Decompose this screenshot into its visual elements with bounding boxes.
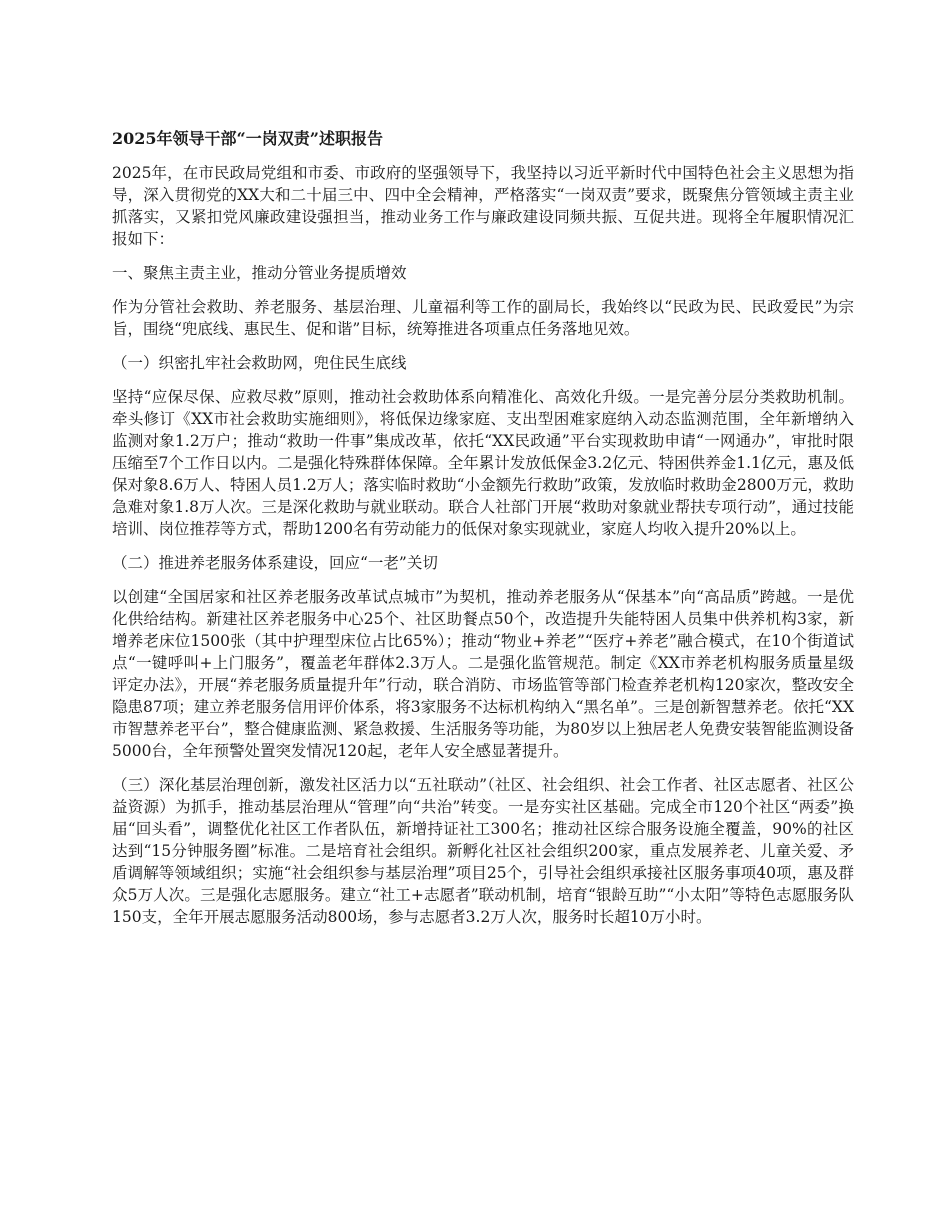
- subsection-2-paragraph: 以创建“全国居家和社区养老服务改革试点城市”为契机，推动养老服务从“保基本”向“高品质”跨越。一是优化供给结构。新建社区养老服务中心25个、社区助餐点50个，改造提升失能特困人员集中供养机构3家，新增养老床位1500张（其中护理型床位占比65%）；推动“物业+养老”“医疗+养老”融合模式，在10个街道试点“一键呼叫+上门服务”，覆盖老年群体2.3万人。二是强化监管规范。制定《XX市养老机构服务质量星级评定办法》，开展“养老服务质量提升年”行动，联合消防、市场监管等部门检查养老机构120家次，整改安全隐患87项；建立养老服务信用评价体系，将3家服务不达标机构纳入“黑名单”。三是创新智慧养老。依托“XX市智慧养老平台”，整合健康监测、紧急救援、生活服务等功能，为80岁以上独居老人免费安装智能监测设备5000台，全年预警处置突发情况120起，老年人安全感显著提升。: [112, 588, 854, 760]
- report-page: [112, 128, 854, 940]
- subsection-1-heading: （一）织密扎牢社会救助网，兜住民生底线: [112, 354, 407, 372]
- subsection-3-paragraph: （三）深化基层治理创新，激发社区活力以“五社联动”（社区、社会组织、社会工作者、社区志愿者、社区公益资源）为抓手，推动基层治理从“管理”向“共治”转变。一是夯实社区基础。完成全市120个社区“两委”换届“回头看”，调整优化社区工作者队伍，新增持证社工300名；推动社区综合服务设施全覆盖，90%的社区达到“15分钟服务圈”标准。二是培育社会组织。新孵化社区社会组织200家，重点发展养老、儿童关爱、矛盾调解等领域组织；实施“社会组织参与基层治理”项目25个，引导社会组织承接社区服务事项40项，惠及群众5万人次。三是强化志愿服务。建立“社工+志愿者”联动机制，培育“银龄互助”“小太阳”等特色志愿服务队150支，全年开展志愿服务活动800场，参与志愿者3.2万人次，服务时长超10万小时。: [112, 776, 854, 926]
- document-title: 2025年领导干部“一岗双责”述职报告: [112, 129, 383, 148]
- subsection-2-heading: （二）推进养老服务体系建设，回应“一老”关切: [112, 554, 438, 572]
- intro-paragraph: 2025年，在市民政局党组和市委、市政府的坚强领导下，我坚持以习近平新时代中国特色社会主义思想为指导，深入贯彻党的XX大和二十届三中、四中全会精神，严格落实“一岗双责”要求，既聚焦分管领域主责主业抓落实，又紧扣党风廉政建设强担当，推动业务工作与廉政建设同频共振、互促共进。现将全年履职情况汇报如下：: [112, 164, 854, 248]
- section-1-intro-paragraph: 作为分管社会救助、养老服务、基层治理、儿童福利等工作的副局长，我始终以“民政为民、民政爱民”为宗旨，围绕“兜底线、惠民生、促和谐”目标，统筹推进各项重点任务落地见效。: [112, 298, 854, 338]
- section-1-heading: 一、聚焦主责主业，推动分管业务提质增效: [112, 264, 407, 282]
- subsection-1-paragraph: 坚持“应保尽保、应救尽救”原则，推动社会救助体系向精准化、高效化升级。一是完善分层分类救助机制。牵头修订《XX市社会救助实施细则》，将低保边缘家庭、支出型困难家庭纳入动态监测范围，全年新增纳入监测对象1.2万户；推动“救助一件事”集成改革，依托“XX民政通”平台实现救助申请“一网通办”，审批时限压缩至7个工作日以内。二是强化特殊群体保障。全年累计发放低保金3.2亿元、特困供养金1.1亿元，惠及低保对象8.6万人、特困人员1.2万人；落实临时救助“小金额先行救助”政策，发放临时救助金2800万元，救助急难对象1.8万人次。三是深化救助与就业联动。联合人社部门开展“救助对象就业帮扶专项行动”，通过技能培训、岗位推荐等方式，帮助1200名有劳动能力的低保对象实现就业，家庭人均收入提升20%以上。: [112, 388, 854, 538]
